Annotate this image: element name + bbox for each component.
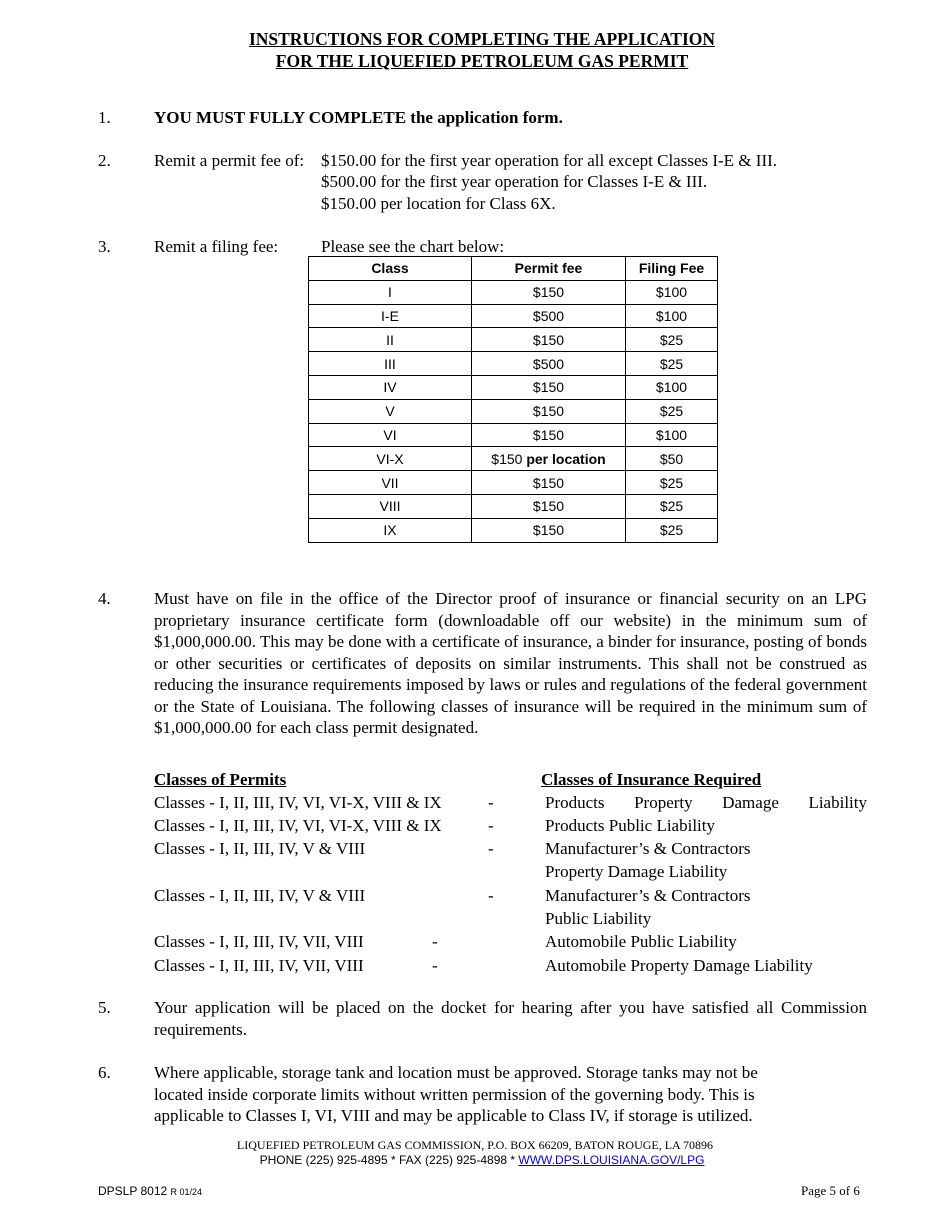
header-permit-fee: Permit fee: [472, 257, 626, 281]
form-id: DPSLP 8012: [98, 1184, 168, 1198]
insurance-row-5-coverage: Automobile Public Liability: [545, 932, 737, 951]
item-3-note: Please see the chart below:: [321, 237, 505, 256]
insurance-row-3-coverage: Manufacturer’s & Contractors: [545, 839, 751, 858]
title-line-2: FOR THE LIQUEFIED PETROLEUM GAS PERMIT: [275, 51, 689, 71]
permit-fee-cell: $150: [472, 399, 626, 423]
item-3-lead: Remit a filing fee:: [154, 237, 279, 256]
item-6-number: 6.: [98, 1063, 111, 1082]
class-cell: VI: [309, 423, 472, 447]
insurance-row-6-coverage: Automobile Property Damage Liability: [545, 956, 813, 975]
table-row: [309, 423, 718, 447]
footer-contact: [0, 1153, 950, 1167]
insurance-row-2-coverage: Products Public Liability: [545, 816, 715, 835]
class-cell: III: [309, 352, 472, 376]
website-link[interactable]: WWW.DPS.LOUISIANA.GOV/LPG: [518, 1153, 705, 1167]
filing-fee-cell: $25: [626, 518, 718, 542]
permit-fee-cell: $150: [472, 518, 626, 542]
table-row: [309, 280, 718, 304]
insurance-row-1-dash: -: [488, 793, 494, 812]
insurance-row-5-dash: -: [432, 932, 438, 951]
permit-fee-cell: $150: [472, 423, 626, 447]
class-cell: IV: [309, 375, 472, 399]
table-row: [309, 375, 718, 399]
class-cell: II: [309, 328, 472, 352]
header-class: Class: [309, 257, 472, 281]
filing-fee-cell: $25: [626, 328, 718, 352]
class-cell: VII: [309, 471, 472, 495]
insurance-row-6-permits: Classes - I, II, III, IV, VII, VIII: [154, 956, 364, 975]
insurance-row-3-permits: Classes - I, II, III, IV, V & VIII: [154, 839, 366, 858]
table-row: [309, 352, 718, 376]
permit-fee-cell: $150: [472, 375, 626, 399]
item-4-text: Must have on file in the office of the Director proof of insurance or financial security on an LPG proprietary insurance certificate form (downloadable off our website) in the minimum sum of $1,000,000.00. This may be done with a certificate of insurance, a binder for insurance, posting of bonds or other securities or certificates of deposits on similar instruments. This shall not be construed as reducing the insurance requirements imposed by laws or rules and regulations of the federal government or the State of Louisiana. The following classes of insurance will be required in the minimum sum of $1,000,000.00 for each class permit designated.: [154, 589, 867, 737]
item-6-line-1: Where applicable, storage tank and location must be approved. Storage tanks may not be: [154, 1063, 758, 1082]
permit-fee-cell: $150: [472, 471, 626, 495]
filing-fee-cell: $100: [626, 423, 718, 447]
insurance-row-3-coverage-cont: Property Damage Liability: [545, 862, 728, 881]
header-filing-fee: Filing Fee: [626, 257, 718, 281]
class-cell: VIII: [309, 494, 472, 518]
page-number: Page 5 of 6: [801, 1183, 860, 1198]
item-3-number: 3.: [98, 237, 111, 256]
fee-table-header: [309, 257, 718, 281]
permit-fee-cell: [472, 447, 626, 471]
filing-fee-cell: $100: [626, 280, 718, 304]
table-row: [309, 328, 718, 352]
item-2-line-1: $150.00 for the first year operation for all except Classes I-E & III.: [321, 151, 778, 170]
insurance-row-1-coverage: Products Property Damage Liability: [545, 793, 867, 812]
item-2-line-3: $150.00 per location for Class 6X.: [321, 194, 556, 213]
permit-fee-cell: $500: [472, 352, 626, 376]
table-row: [309, 399, 718, 423]
item-1-text: YOU MUST FULLY COMPLETE the application form.: [154, 108, 563, 127]
table-row: [309, 471, 718, 495]
per-location-note: per location: [526, 450, 606, 467]
insurance-row-4-permits: Classes - I, II, III, IV, V & VIII: [154, 886, 366, 905]
filing-fee-cell: $100: [626, 375, 718, 399]
class-cell: IX: [309, 518, 472, 542]
insurance-row-2-permits: Classes - I, II, III, IV, VI, VI-X, VIII & IX: [154, 816, 442, 835]
table-row: [309, 304, 718, 328]
filing-fee-cell: $100: [626, 304, 718, 328]
filing-fee-cell: $25: [626, 494, 718, 518]
class-cell: VI-X: [309, 447, 472, 471]
insurance-row-4-dash: -: [488, 886, 494, 905]
title-line-1: INSTRUCTIONS FOR COMPLETING THE APPLICATION: [248, 29, 716, 49]
item-5-number: 5.: [98, 998, 111, 1017]
permit-fee-cell: $150: [472, 494, 626, 518]
insurance-col2-header: Classes of Insurance Required: [541, 770, 762, 789]
filing-fee-cell: $25: [626, 471, 718, 495]
insurance-row-6-dash: -: [432, 956, 438, 975]
insurance-row-1-permits: Classes - I, II, III, IV, VI, VI-X, VIII & IX: [154, 793, 442, 812]
item-2-lead: Remit a permit fee of:: [154, 151, 305, 170]
item-6-line-2: located inside corporate limits without written permission of the governing body. This is: [154, 1085, 755, 1104]
footer-address: LIQUEFIED PETROLEUM GAS COMMISSION, P.O. BOX 66209, BATON ROUGE, LA 70896: [236, 1138, 714, 1152]
item-2-line-2: $500.00 for the first year operation for Classes I-E & III.: [321, 172, 708, 191]
class-cell: V: [309, 399, 472, 423]
form-revision: R 01/24: [170, 1187, 203, 1197]
footer-phone-fax: PHONE (225) 925-4895 * FAX (225) 925-4898 *: [259, 1153, 516, 1167]
item-4-number: 4.: [98, 589, 111, 608]
permit-fee-cell: $500: [472, 304, 626, 328]
table-row: [309, 447, 718, 471]
insurance-row-3-dash: -: [488, 839, 494, 858]
insurance-row-5-permits: Classes - I, II, III, IV, VII, VIII: [154, 932, 364, 951]
item-2-number: 2.: [98, 151, 111, 170]
filing-fee-cell: $50: [626, 447, 718, 471]
insurance-row-4-coverage-cont: Public Liability: [545, 909, 652, 928]
form-id-block: [98, 1184, 202, 1198]
class-cell: I-E: [309, 304, 472, 328]
fee-table: [308, 256, 718, 543]
filing-fee-cell: $25: [626, 399, 718, 423]
insurance-row-4-coverage: Manufacturer’s & Contractors: [545, 886, 751, 905]
permit-fee-cell: $150: [472, 328, 626, 352]
filing-fee-cell: $25: [626, 352, 718, 376]
item-6-line-3: applicable to Classes I, VI, VIII and may be applicable to Class IV, if storage is utilized.: [154, 1106, 753, 1125]
table-row: [309, 494, 718, 518]
item-1-number: 1.: [98, 108, 111, 127]
insurance-col1-header: Classes of Permits: [154, 770, 287, 789]
insurance-row-2-dash: -: [488, 816, 494, 835]
permit-fee-amount: $150: [491, 450, 523, 467]
class-cell: I: [309, 280, 472, 304]
table-row: [309, 518, 718, 542]
permit-fee-cell: $150: [472, 280, 626, 304]
item-5-text: Your application will be placed on the docket for hearing after you have satisfied all Commission requirements.: [154, 998, 867, 1039]
